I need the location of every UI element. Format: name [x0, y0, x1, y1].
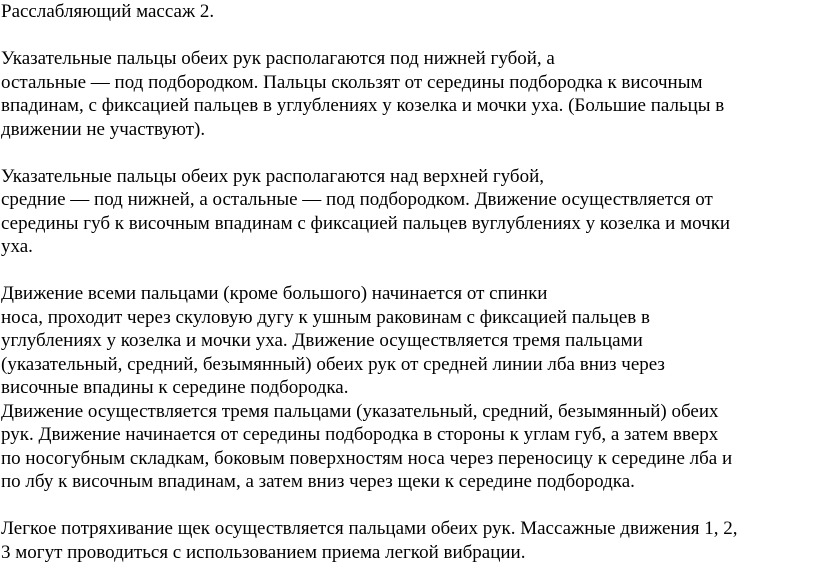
paragraph-line: движении не участвуют). [1, 118, 206, 140]
paragraph-line: середины губ к височным впадинам с фиксацией пальцев вуглублениях у козелка и мочки [1, 212, 731, 234]
paragraph-line: углублениях у козелка и мочки уха. Движение осуществляется тремя пальцами [1, 330, 643, 351]
paragraph-5 [0, 517, 816, 564]
paragraph-line: Движение осуществляется тремя пальцами (указательный, средний, безымянный) обеих [1, 400, 719, 422]
paragraph-line: (указательный, средний, безымянный) обеих рук от средней линии лба вниз через [1, 353, 665, 375]
paragraph-line: Указательные пальцы обеих рук располагаются под нижней губой, а [1, 48, 555, 69]
paragraph-line: остальные — под подбородком. Пальцы скользят от середины подбородка к височным [1, 71, 703, 93]
document-title: Расслабляющий массаж 2. [1, 1, 215, 22]
paragraph-spacer [0, 494, 816, 518]
paragraph-line: по носогубным складкам, боковым поверхностям носа через переносицу к середине лба и [1, 447, 733, 469]
paragraph-line: Указательные пальцы обеих рук располагаются над верхней губой, [1, 165, 544, 187]
paragraph-4 [0, 400, 816, 494]
paragraph-2 [0, 165, 816, 259]
paragraph-spacer [0, 141, 816, 165]
paragraph-1 [0, 47, 816, 141]
paragraph-line: височные впадины к середине подбородка. [1, 377, 349, 398]
paragraph-line: уха. [1, 236, 33, 257]
paragraph-line: носа, проходит через скуловую дугу к ушным раковинам с фиксацией пальцев в [1, 306, 650, 328]
paragraph-spacer [0, 259, 816, 283]
paragraph-line: впадинам, с фиксацией пальцев в углублениях у козелка и мочки уха. (Большие пальцы в [1, 95, 725, 116]
paragraph-line: Движение всеми пальцами (кроме большого) начинается от спинки [1, 283, 548, 304]
paragraph-line: средние — под нижней, а остальные — под подбородком. Движение осуществляется от [1, 189, 713, 210]
paragraph-line: рук. Движение начинается от середины подбородка в стороны к углам губ, а затем вверх [1, 424, 719, 445]
paragraph-3 [0, 282, 816, 400]
paragraph-spacer [0, 24, 816, 48]
paragraph-line: по лбу к височным впадинам, а затем вниз через щеки к середине подбородка. [1, 471, 635, 492]
paragraph-line: 3 могут проводиться с использованием приема легкой вибрации. [1, 541, 526, 563]
paragraph-line: Легкое потряхивание щек осуществляется пальцами обеих рук. Массажные движения 1, 2, [1, 518, 738, 539]
